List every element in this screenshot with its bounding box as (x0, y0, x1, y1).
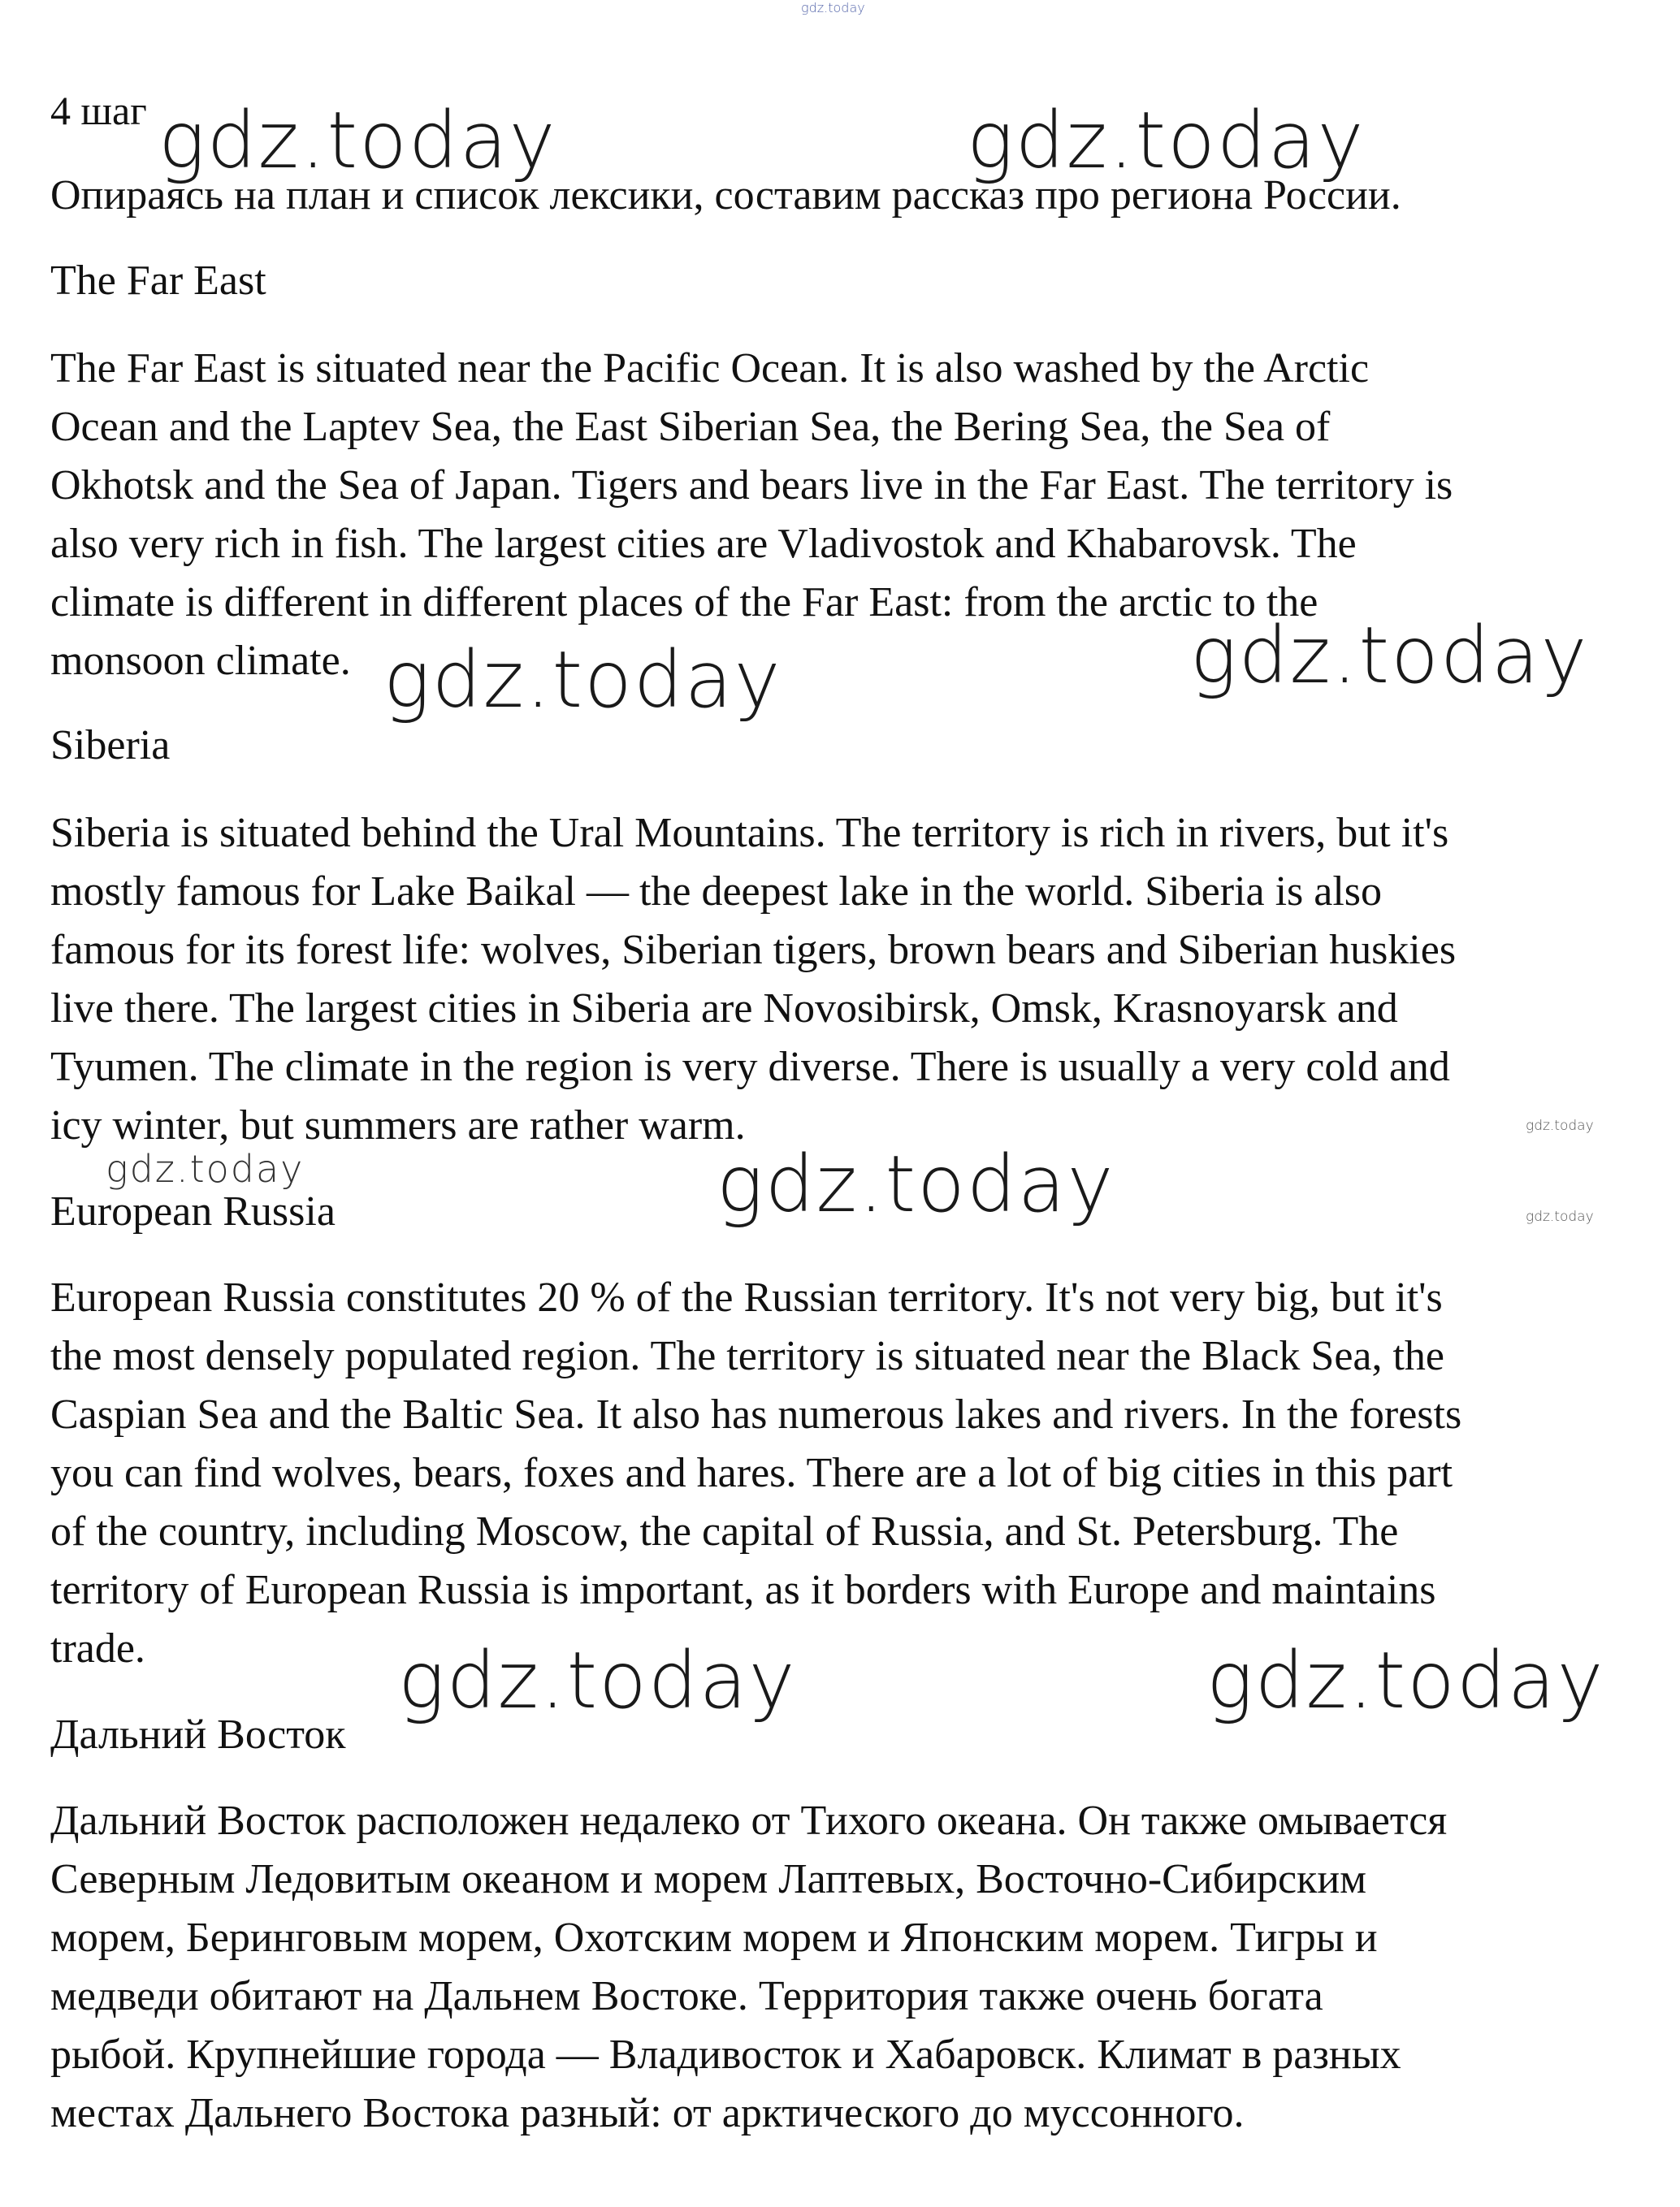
paragraph-line: медведи обитают на Дальнем Востоке. Территория также очень богата (50, 1973, 1323, 2019)
section-heading: Siberia (50, 722, 171, 768)
paragraph-line: icy winter, but summers are rather warm. (50, 1102, 746, 1149)
paragraph-line: Дальний Восток расположен недалеко от Тихого океана. Он также омывается (50, 1798, 1448, 1844)
watermark: gdz.today (967, 95, 1366, 186)
section-heading: The Far East (50, 257, 266, 304)
watermark: gdz.today (398, 1635, 797, 1726)
paragraph-line: местах Дальнего Востока разный: от арктического до муссонного. (50, 2090, 1245, 2136)
paragraph-line: морем, Беринговым морем, Охотским морем и Японским морем. Тигры и (50, 1915, 1378, 1961)
paragraph-line: climate is different in different places of the Far East: from the arctic to the (50, 579, 1318, 625)
paragraph-line: territory of European Russia is important, as it borders with Europe and maintains (50, 1567, 1436, 1613)
watermark: gdz.today (1526, 1209, 1594, 1225)
watermark-top: gdz.today (801, 0, 865, 15)
paragraph-line: рыбой. Крупнейшие города — Владивосток и Хабаровск. Климат в разных (50, 2032, 1401, 2078)
paragraph-line: Северным Ледовитым океаном и морем Лаптевых, Восточно-Сибирским (50, 1856, 1367, 1902)
section-heading: Дальний Восток (50, 1712, 346, 1758)
paragraph-line: The Far East is situated near the Pacific Ocean. It is also washed by the Arctic (50, 345, 1370, 392)
paragraph-line: Ocean and the Laptev Sea, the East Siberian Sea, the Bering Sea, the Sea of (50, 404, 1331, 450)
watermark: gdz.today (1526, 1118, 1594, 1134)
paragraph-line: also very rich in fish. The largest cities are Vladivostok and Khabarovsk. The (50, 521, 1357, 567)
paragraph-line: famous for its forest life: wolves, Siberian tigers, brown bears and Siberian huskies (50, 927, 1457, 973)
watermark: gdz.today (106, 1147, 305, 1191)
paragraph-line: mostly famous for Lake Baikal — the deepest lake in the world. Siberia is also (50, 868, 1383, 915)
paragraph-line: Okhotsk and the Sea of Japan. Tigers and bears live in the Far East. The territory is (50, 462, 1453, 508)
watermark: gdz.today (717, 1139, 1115, 1230)
paragraph-line: Caspian Sea and the Baltic Sea. It also has numerous lakes and rivers. In the forests (50, 1391, 1462, 1438)
paragraph-line: of the country, including Moscow, the capital of Russia, and St. Petersburg. The (50, 1508, 1399, 1555)
intro-text: Опираясь на план и список лексики, составим рассказ про региона России. (50, 172, 1401, 219)
paragraph-line: live there. The largest cities in Siberia are Novosibirsk, Omsk, Krasnoyarsk and (50, 985, 1398, 1032)
paragraph-line: Tyumen. The climate in the region is very diverse. There is usually a very cold and (50, 1044, 1450, 1090)
paragraph-line: European Russia constitutes 20 % of the Russian territory. It's not very big, but it's (50, 1274, 1443, 1321)
section-heading: European Russia (50, 1188, 336, 1235)
paragraph-line: trade. (50, 1625, 145, 1672)
paragraph-line: Siberia is situated behind the Ural Mountains. The territory is rich in rivers, but it's (50, 810, 1449, 856)
paragraph-line: the most densely populated region. The territory is situated near the Black Sea, the (50, 1333, 1444, 1379)
watermark: gdz.today (158, 95, 557, 186)
watermark: gdz.today (1206, 1635, 1605, 1726)
watermark: gdz.today (383, 634, 782, 725)
watermark: gdz.today (1190, 610, 1589, 701)
paragraph-line: you can find wolves, bears, foxes and hares. There are a lot of big cities in this part (50, 1450, 1453, 1496)
step-label: 4 шаг (50, 88, 147, 133)
paragraph-line: monsoon climate. (50, 638, 351, 684)
